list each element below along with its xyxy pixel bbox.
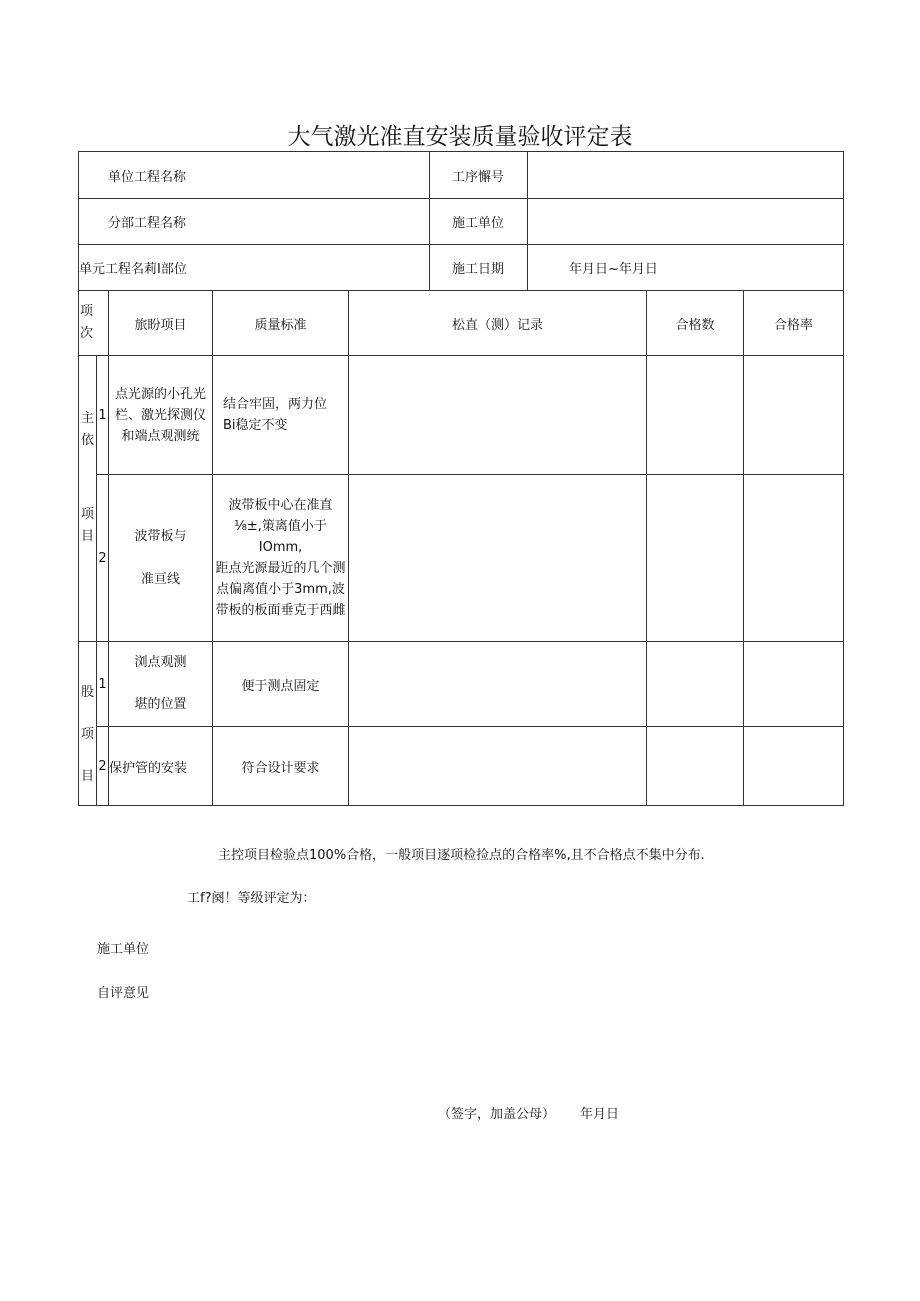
criteria-note: 主控项目检验点100%合格，一般项目逐项检捡点的合格率%,且不合格点不集中分布. [218, 848, 705, 863]
quality-standard: 便于测点固定 [213, 642, 349, 727]
col-header-qualified-count: 合格数 [647, 291, 744, 356]
col-header-qualified-rate: 合格率 [744, 291, 844, 356]
inspection-record [349, 727, 647, 806]
inspection-item: 波带板与 准亘线 [109, 475, 213, 642]
row-number: 2 [97, 475, 109, 642]
procedure-no-value [528, 152, 844, 199]
construction-date-value: 年月日~年月日 [528, 245, 844, 291]
qualified-count [647, 356, 744, 475]
inspection-item: 点光源的小孔光 栏、激光探测仪 和端点观测统 [109, 356, 213, 475]
unit-project-name-label: 单位工程名称 [79, 152, 430, 199]
inspection-record [349, 356, 647, 475]
contractor-value [528, 199, 844, 245]
signature-date: 年月日 [580, 1107, 620, 1122]
inspection-table [78, 290, 844, 806]
col-header-quality-standard: 质量标准 [213, 291, 349, 356]
row-number: 2 [97, 727, 109, 806]
page-title: 大气激光准直安装质量验收评定表 [287, 124, 633, 150]
qualified-rate [744, 727, 844, 806]
col-header-inspection-record: 松直（测）记录 [349, 291, 647, 356]
qualified-count [647, 642, 744, 727]
row-number: 1 [97, 356, 109, 475]
qualified-count [647, 475, 744, 642]
inspection-item: 保护管的安装 [109, 727, 213, 806]
sub-project-name-label: 分部工程名称 [79, 199, 430, 245]
row-number: 1 [97, 642, 109, 727]
col-header-item-no: 项 次 [79, 291, 109, 356]
contractor-label: 施工单位 [430, 199, 528, 245]
grade-note: 工f?阕！等级评定为： [187, 891, 316, 906]
project-info-table [78, 151, 844, 291]
element-project-name-label: 单元工程名莉I部位 [79, 245, 430, 291]
contractor-unit-label: 施工单位 [97, 942, 150, 957]
qualified-count [647, 727, 744, 806]
main-control-category: 主 依 项 目 [79, 356, 97, 642]
procedure-no-label: 工序懈号 [430, 152, 528, 199]
quality-standard: 结合牢固，两力位 Bi稳定不变 [213, 356, 349, 475]
inspection-record [349, 642, 647, 727]
qualified-rate [744, 642, 844, 727]
inspection-record [349, 475, 647, 642]
construction-date-label: 施工日期 [430, 245, 528, 291]
inspection-item: 浏点观测 堪的位置 [109, 642, 213, 727]
qualified-rate [744, 356, 844, 475]
quality-standard: 符合设计要求 [213, 727, 349, 806]
self-evaluation-label: 自评意见 [97, 986, 150, 1001]
col-header-inspection-item: 旅盼项目 [109, 291, 213, 356]
general-category: 股 项 目 [79, 642, 97, 806]
signature-note: （签字，加盖公母） [438, 1107, 556, 1122]
quality-standard: 波带板中心在准直 ⅛±,策离值小于IOmm, 距点光源最近的几个测 点偏离值小于3mm,波 带板的板面垂克于西雌 [213, 475, 349, 642]
qualified-rate [744, 475, 844, 642]
